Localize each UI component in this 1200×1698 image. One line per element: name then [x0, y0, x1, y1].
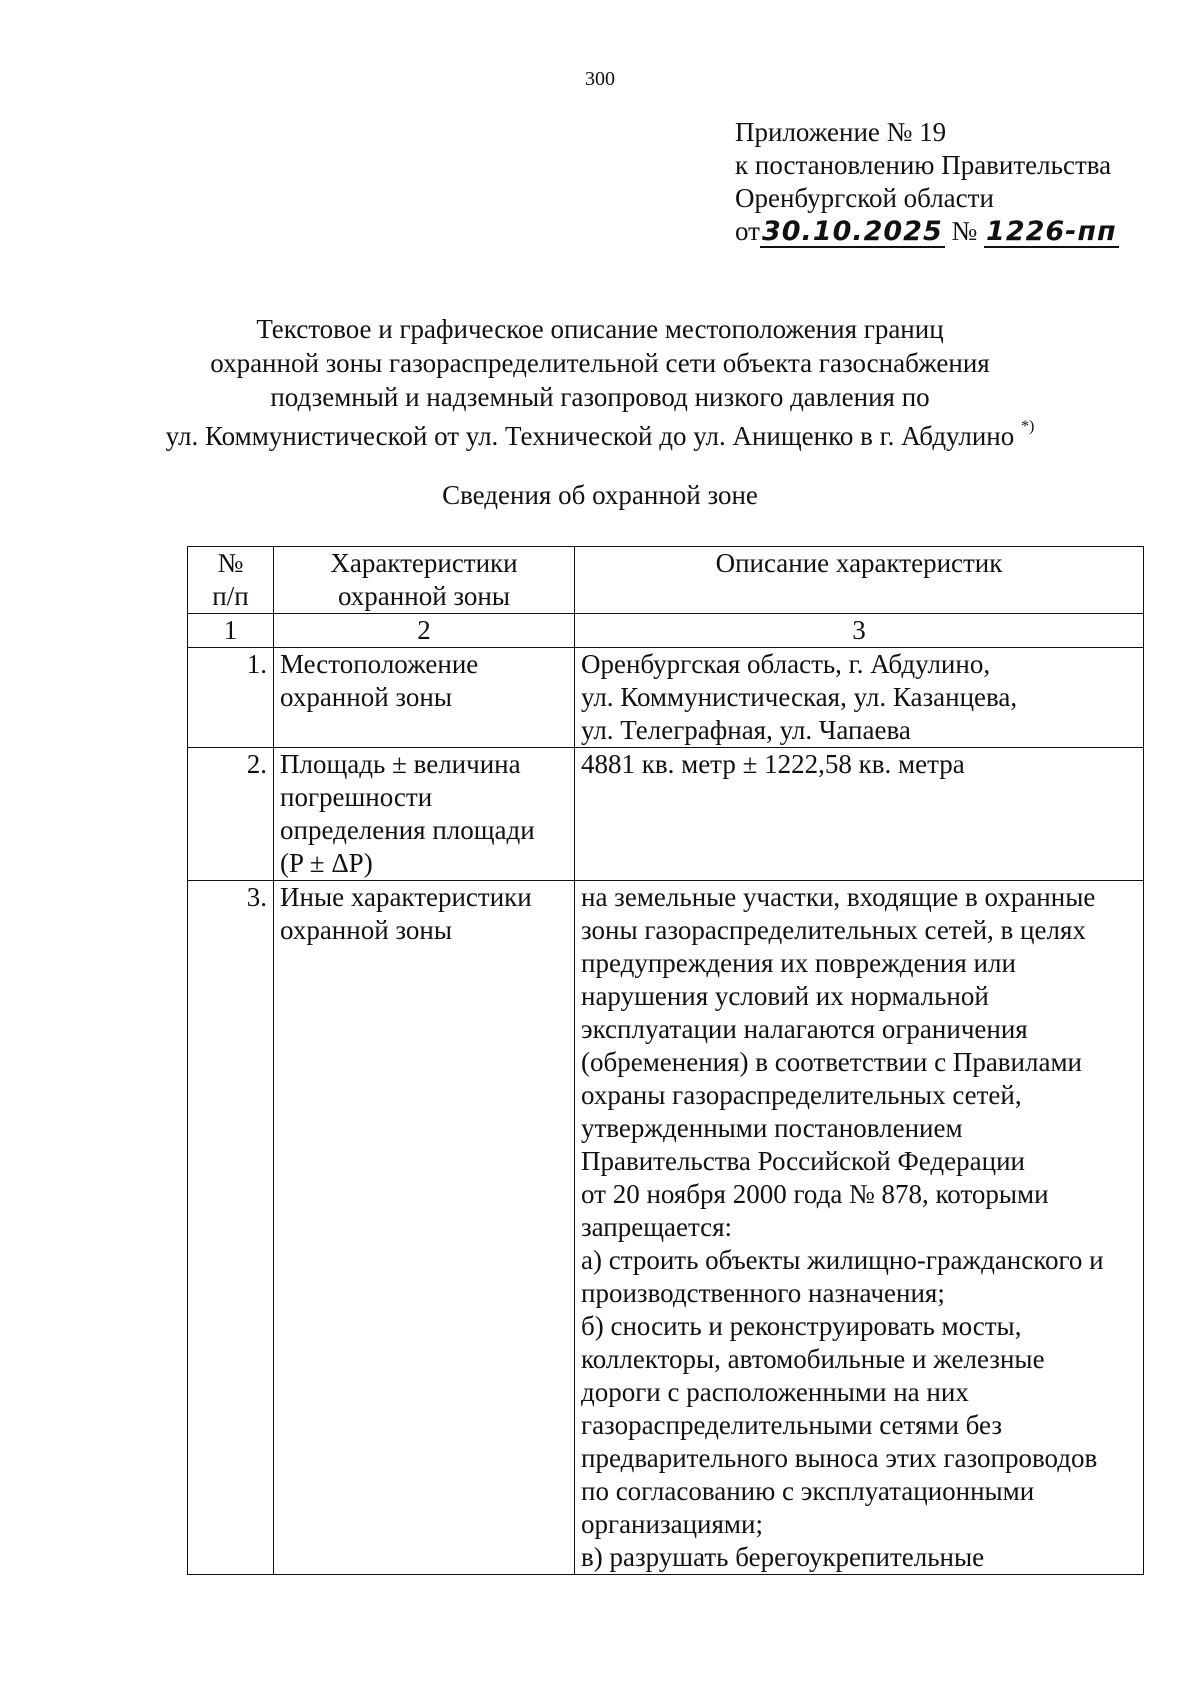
cell-text: запрещается: [581, 1212, 733, 1242]
cell-text: погрешности [280, 782, 433, 812]
cell-text: по согласованию с эксплуатационными [581, 1476, 1035, 1506]
title-line-1: Текстовое и графическое описание местоположения границ [256, 314, 944, 344]
cell-text: Площадь ± величина [280, 749, 521, 779]
header-text: Описание характеристик [715, 548, 1003, 578]
handwritten-date: 30.10.2025 [761, 216, 943, 247]
header-text: п/п [212, 581, 249, 611]
row-characteristic [274, 881, 575, 1575]
title-line-3: подземный и надземный газопровод низкого давления по [270, 382, 930, 412]
cell-text: Иные характеристики [280, 882, 532, 912]
cell-text: организациями; [581, 1509, 763, 1539]
cell-text: дороги с расположенными на них [581, 1377, 969, 1407]
cell-text: от 20 ноября 2000 года № 878, которыми [581, 1179, 1049, 1209]
header-cell-characteristics [274, 547, 575, 614]
cell-text: определения площади [280, 815, 535, 845]
cell-text: (обременения) в соответствии с Правилами [581, 1047, 1082, 1077]
row-number: 3. [188, 881, 274, 1575]
cell-text: в) разрушать берегоукрепительные [581, 1542, 985, 1572]
cell-text: охраны газораспределительных сетей, [581, 1080, 1022, 1110]
date-prefix: от [735, 216, 760, 246]
row-description [575, 881, 1144, 1575]
cell-text: на земельные участки, входящие в охранные [581, 882, 1096, 912]
annex-block [735, 116, 1119, 248]
cell-text: ул. Телеграфная, ул. Чапаева [581, 715, 911, 745]
cell-text: охранной зоны [280, 915, 453, 945]
index-cell: 3 [575, 614, 1144, 648]
cell-text: Оренбургская область, г. Абдулино, [581, 649, 991, 679]
annex-date-line [735, 215, 1119, 248]
table-row [188, 881, 1144, 1575]
cell-text: эксплуатации налагаются ограничения [581, 1014, 1028, 1044]
header-text: № [217, 548, 244, 578]
table-index-row [188, 614, 1144, 648]
cell-text: 4881 кв. метр ± 1222,58 кв. метра [581, 749, 965, 779]
document-title [0, 312, 1200, 453]
cell-text: а) строить объекты жилищно-гражданского и [581, 1245, 1104, 1275]
title-line-4 [0, 414, 1200, 453]
number-prefix: № [951, 216, 978, 246]
cell-text: охранной зоны [280, 682, 453, 712]
table-row [188, 648, 1144, 748]
cell-text: утвержденными постановлением [581, 1113, 963, 1143]
cell-text: предварительного выноса этих газопроводов [581, 1443, 1098, 1473]
cell-text: газораспределительными сетями без [581, 1410, 1003, 1440]
cell-text: производственного назначения; [581, 1278, 945, 1308]
cell-text: Местоположение [280, 649, 479, 679]
table-header-row [188, 547, 1144, 614]
annex-number: Приложение № 19 [735, 117, 947, 147]
footnote-mark: *) [1021, 418, 1035, 435]
table-row [188, 748, 1144, 881]
cell-text: (P ± ΔP) [280, 848, 373, 878]
annex-resolution: к постановлению Правительства [735, 150, 1112, 180]
row-number: 1. [188, 648, 274, 748]
cell-text: б) сносить и реконструировать мосты, [581, 1311, 1022, 1341]
cell-text: нарушения условий их нормальной [581, 981, 989, 1011]
index-cell: 2 [274, 614, 575, 648]
row-description [575, 648, 1144, 748]
header-text: Характеристики [330, 548, 518, 578]
row-number: 2. [188, 748, 274, 881]
annex-region: Оренбургской области [735, 183, 994, 213]
title-line-4-text: ул. Коммунистической от ул. Технической до ул. Анищенко в г. Абдулино [165, 421, 1015, 451]
cell-text: предупреждения их повреждения или [581, 948, 1016, 978]
index-cell: 1 [188, 614, 274, 648]
header-cell-description [575, 547, 1144, 614]
handwritten-number: 1226-пп [986, 216, 1117, 247]
section-title: Сведения об охранной зоне [442, 480, 758, 510]
cell-text: коллекторы, автомобильные и железные [581, 1344, 1045, 1374]
cell-text: Правительства Российской Федерации [581, 1146, 1025, 1176]
row-characteristic [274, 648, 575, 748]
title-line-2: охранной зоны газораспределительной сети объекта газоснабжения [210, 348, 990, 378]
cell-text: зоны газораспределительных сетей, в целях [581, 915, 1086, 945]
cell-text: ул. Коммунистическая, ул. Казанцева, [581, 682, 1018, 712]
row-description [575, 748, 1144, 881]
page-number: 300 [585, 68, 615, 90]
header-cell-number [188, 547, 274, 614]
header-text: охранной зоны [337, 581, 510, 611]
zone-info-table [187, 546, 1144, 1575]
row-characteristic [274, 748, 575, 881]
